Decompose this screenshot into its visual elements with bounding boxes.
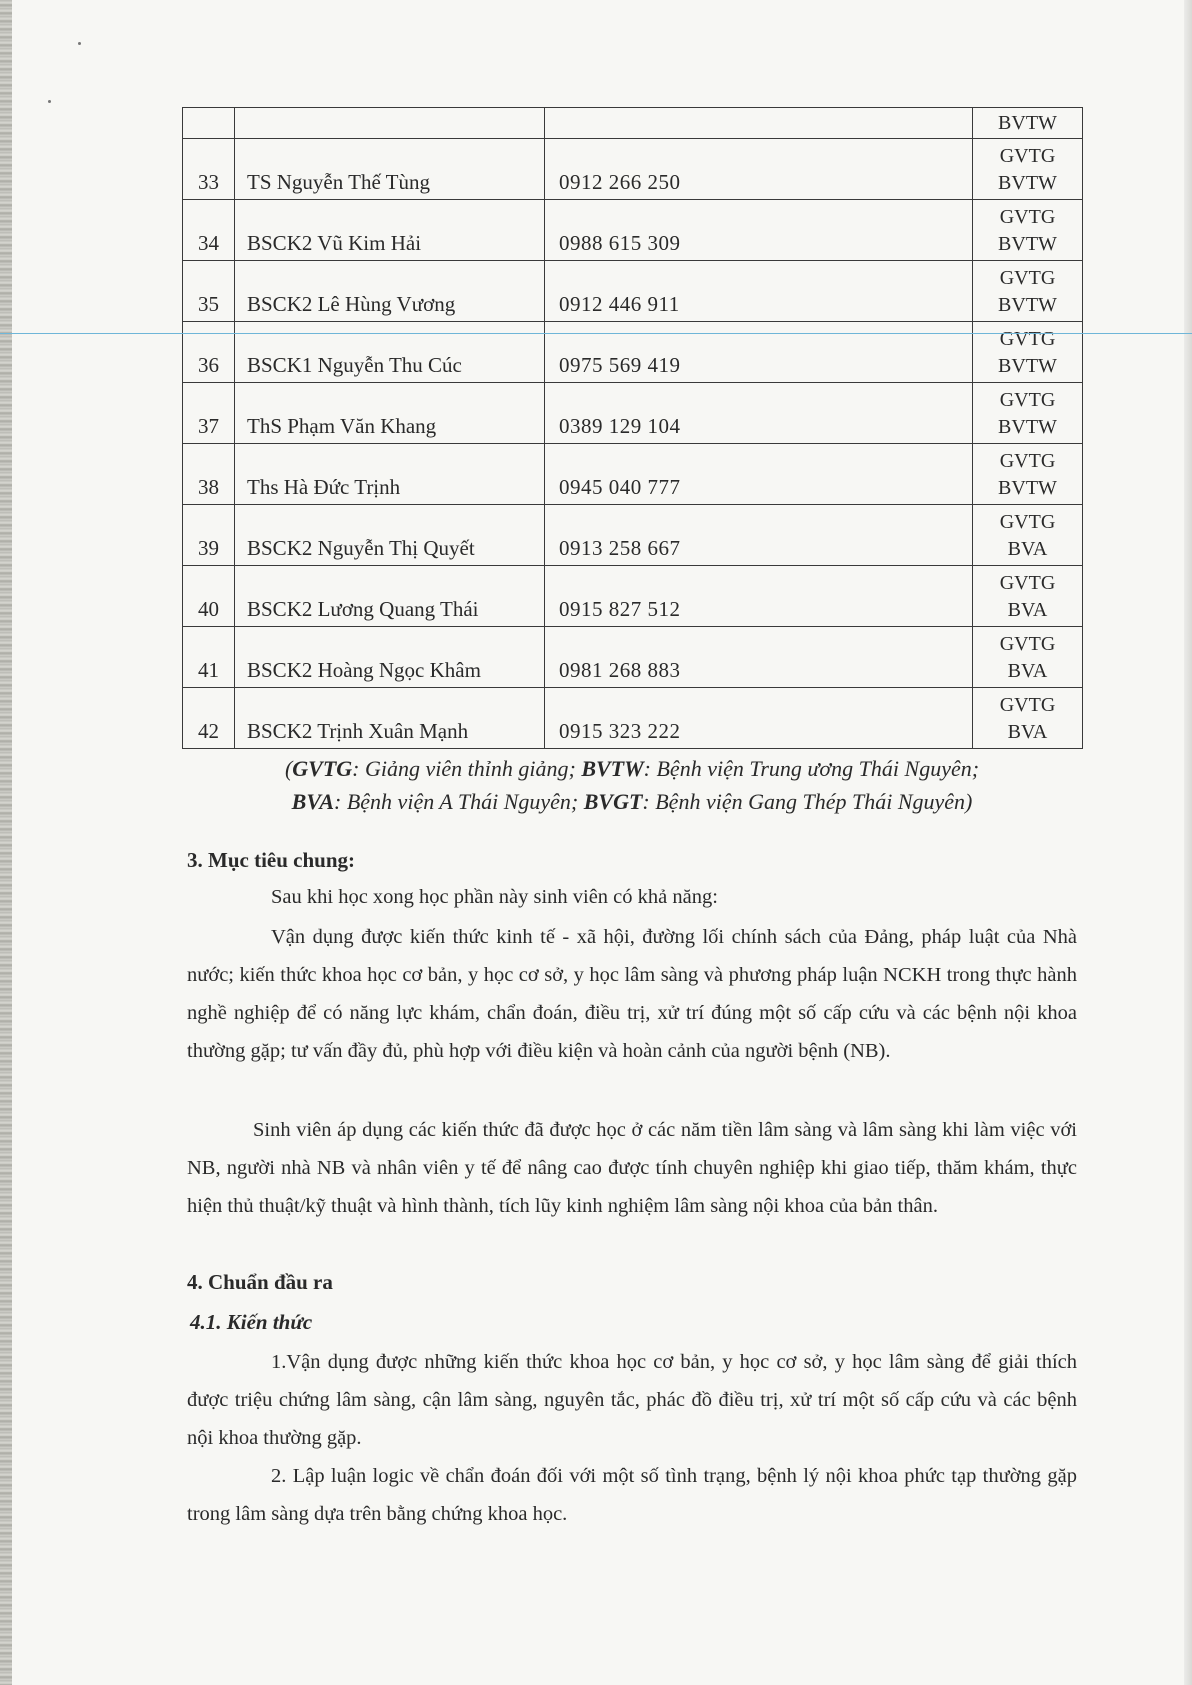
legend-definition: : Giảng viên thỉnh giảng;	[352, 756, 582, 781]
phone-number: 0988 615 309	[559, 231, 681, 255]
hospital-label: BVA	[1007, 721, 1048, 743]
row-number: 35	[198, 292, 219, 316]
lecturer-name-cell	[235, 108, 545, 139]
phone-cell	[545, 139, 727, 200]
phone-cell	[545, 108, 727, 139]
phone-number: 0913 258 667	[559, 536, 681, 560]
table-row	[183, 200, 1083, 261]
lecturer-name-cell	[235, 627, 545, 688]
role-label: GVTG	[999, 267, 1056, 289]
row-number: 42	[198, 719, 219, 743]
row-number-cell	[183, 139, 235, 200]
phone-cell	[545, 383, 727, 444]
lecturer-name-cell	[235, 688, 545, 749]
legend-definition: : Bệnh viện Trung ương Thái Nguyên;	[643, 756, 980, 781]
phone-cell	[545, 261, 727, 322]
role-cell	[973, 383, 1083, 444]
legend-paren: (	[284, 756, 293, 781]
row-number: 34	[198, 231, 219, 255]
row-number-cell	[183, 383, 235, 444]
hospital-label: BVTW	[998, 233, 1057, 255]
lecturer-name: BSCK2 Hoàng Ngọc Khâm	[247, 658, 481, 682]
lecturer-name-cell	[235, 200, 545, 261]
phone-number: 0915 323 222	[559, 719, 681, 743]
phone-number: 0975 569 419	[559, 353, 681, 377]
learning-outcome-item: 2. Lập luận logic về chẩn đoán đối với một số tình trạng, bệnh lý nội khoa phức tạp thường gặp trong lâm sàng dựa trên bằng chứng khoa học.	[187, 1465, 1077, 1525]
table-row	[183, 322, 1083, 383]
section-3-intro: Sau khi học xong học phần này sinh viên có khả năng:	[271, 886, 718, 908]
blank-cell	[727, 108, 973, 139]
blank-cell	[727, 322, 973, 383]
row-number-cell	[183, 322, 235, 383]
table-row	[183, 566, 1083, 627]
phone-cell	[545, 566, 727, 627]
phone-number: 0389 129 104	[559, 414, 681, 438]
hospital-label: BVTW	[998, 172, 1057, 194]
role-cell	[973, 322, 1083, 383]
role-label: GVTG	[999, 511, 1056, 533]
row-number: 38	[198, 475, 219, 499]
lecturer-name: BSCK1 Nguyễn Thu Cúc	[247, 353, 462, 377]
row-number: 39	[198, 536, 219, 560]
role-cell	[973, 566, 1083, 627]
lecturer-name: BSCK2 Lê Hùng Vương	[247, 292, 456, 316]
blank-cell	[727, 139, 973, 200]
legend-abbr: BVTW	[581, 756, 644, 781]
lecturer-name-cell	[235, 505, 545, 566]
table-row	[183, 139, 1083, 200]
role-label: GVTG	[999, 145, 1056, 167]
row-number-cell	[183, 566, 235, 627]
role-label: GVTG	[999, 572, 1056, 594]
phone-number: 0915 827 512	[559, 597, 681, 621]
table-row	[183, 261, 1083, 322]
role-label: GVTG	[999, 389, 1056, 411]
role-label: GVTG	[999, 206, 1056, 228]
lecturer-name: TS Nguyễn Thế Tùng	[247, 170, 430, 194]
hospital-label: BVA	[1007, 538, 1048, 560]
lecturer-name-cell	[235, 139, 545, 200]
row-number-cell	[183, 108, 235, 139]
role-cell	[973, 139, 1083, 200]
legend-abbr: BVGT	[583, 789, 643, 814]
table-row	[183, 627, 1083, 688]
blank-cell	[727, 200, 973, 261]
row-number: 33	[198, 170, 219, 194]
phone-cell	[545, 688, 727, 749]
lecturer-name: BSCK2 Lương Quang Thái	[247, 597, 479, 621]
abbreviation-legend-line-2	[182, 785, 1082, 819]
hospital-label: BVTW	[998, 355, 1057, 377]
row-number-cell	[183, 688, 235, 749]
lecturer-name: BSCK2 Nguyễn Thị Quyết	[247, 536, 475, 560]
phone-cell	[545, 505, 727, 566]
hospital-label: BVA	[1007, 660, 1048, 682]
lecturer-name-cell	[235, 322, 545, 383]
section-3-heading: 3. Mục tiêu chung:	[187, 848, 355, 872]
row-number-cell	[183, 200, 235, 261]
blank-cell	[727, 627, 973, 688]
lecturer-name-cell	[235, 566, 545, 627]
role-cell	[973, 444, 1083, 505]
blank-cell	[727, 566, 973, 627]
lecturer-name: Ths Hà Đức Trịnh	[247, 475, 401, 499]
role-label: GVTG	[999, 450, 1056, 472]
row-number: 41	[198, 658, 219, 682]
lecturer-name-cell	[235, 444, 545, 505]
scan-speck	[78, 42, 81, 45]
legend-definition: : Bệnh viện Gang Thép Thái Nguyên)	[642, 789, 973, 814]
lecturer-table	[182, 107, 1083, 749]
phone-number: 0912 266 250	[559, 170, 681, 194]
row-number-cell	[183, 505, 235, 566]
blank-cell	[727, 505, 973, 566]
row-number: 36	[198, 353, 219, 377]
role-cell	[973, 627, 1083, 688]
lecturer-name: ThS Phạm Văn Khang	[247, 414, 437, 438]
blank-cell	[727, 261, 973, 322]
section-3-paragraph: Vận dụng được kiến thức kinh tế - xã hội, đường lối chính sách của Đảng, pháp luật của Nhà nước; kiến thức khoa học cơ bản, y học cơ sở, y học lâm sàng và phương pháp luận NCKH trong thực hành nghề nghiệp để có năng lực khám, chẩn đoán, điều trị, xử trí đúng một số cấp cứu và các bệnh nội khoa thường gặp; tư vấn đầy đủ, phù hợp với điều kiện và hoàn cảnh của người bệnh (NB).	[187, 926, 1077, 1062]
role-cell	[973, 200, 1083, 261]
legend-definition: : Bệnh viện A Thái Nguyên;	[334, 789, 584, 814]
role-cell	[973, 261, 1083, 322]
table-row	[183, 108, 1083, 139]
row-number-cell	[183, 261, 235, 322]
scan-left-edge	[0, 0, 12, 1685]
phone-number: 0912 446 911	[559, 292, 680, 316]
legend-abbr: BVA	[291, 789, 335, 814]
phone-cell	[545, 444, 727, 505]
table-row	[183, 505, 1083, 566]
scan-speck	[48, 100, 51, 103]
hospital-label: BVTW	[998, 416, 1057, 438]
phone-number: 0945 040 777	[559, 475, 681, 499]
row-number-cell	[183, 627, 235, 688]
hospital-label: BVTW	[998, 294, 1057, 316]
section-3-paragraph: Sinh viên áp dụng các kiến thức đã được học ở các năm tiền lâm sàng và lâm sàng khi làm việc với NB, người nhà NB và nhân viên y tế để nâng cao được tính chuyên nghiệp khi giao tiếp, thăm khám, thực hiện thủ thuật/kỹ thuật và hình thành, tích lũy kinh nghiệm lâm sàng nội khoa của bản thân.	[187, 1119, 1077, 1217]
phone-number: 0981 268 883	[559, 658, 681, 682]
scan-artifact-line	[0, 333, 1192, 334]
role-label: BVTW	[998, 112, 1057, 134]
row-number: 40	[198, 597, 219, 621]
blank-cell	[727, 688, 973, 749]
role-cell	[973, 505, 1083, 566]
learning-outcome-item: 1.Vận dụng được những kiến thức khoa học cơ bản, y học cơ sở, y học lâm sàng để giải thích được triệu chứng lâm sàng, cận lâm sàng, nguyên tắc, phác đồ điều trị, xử trí một số cấp cứu và các bệnh nội khoa thường gặp.	[187, 1351, 1077, 1449]
hospital-label: BVTW	[998, 477, 1057, 499]
lecturer-name-cell	[235, 261, 545, 322]
abbreviation-legend-line-1	[182, 752, 1082, 786]
lecturer-name-cell	[235, 383, 545, 444]
role-label: GVTG	[999, 328, 1056, 350]
table-row	[183, 688, 1083, 749]
legend-abbr: GVTG	[292, 756, 353, 781]
section-4-1-heading: 4.1. Kiến thức	[190, 1310, 313, 1334]
role-label: GVTG	[999, 633, 1056, 655]
role-cell	[973, 688, 1083, 749]
lecturer-name: BSCK2 Trịnh Xuân Mạnh	[247, 719, 469, 743]
lecturer-name: BSCK2 Vũ Kim Hải	[247, 231, 422, 255]
scan-right-edge	[1184, 0, 1192, 1685]
phone-cell	[545, 322, 727, 383]
row-number: 37	[198, 414, 219, 438]
hospital-label: BVA	[1007, 599, 1048, 621]
phone-cell	[545, 627, 727, 688]
phone-cell	[545, 200, 727, 261]
role-label: GVTG	[999, 694, 1056, 716]
section-4-heading: 4. Chuẩn đầu ra	[187, 1270, 333, 1294]
blank-cell	[727, 383, 973, 444]
role-cell	[973, 108, 1083, 139]
table-row	[183, 383, 1083, 444]
table-row	[183, 444, 1083, 505]
blank-cell	[727, 444, 973, 505]
row-number-cell	[183, 444, 235, 505]
